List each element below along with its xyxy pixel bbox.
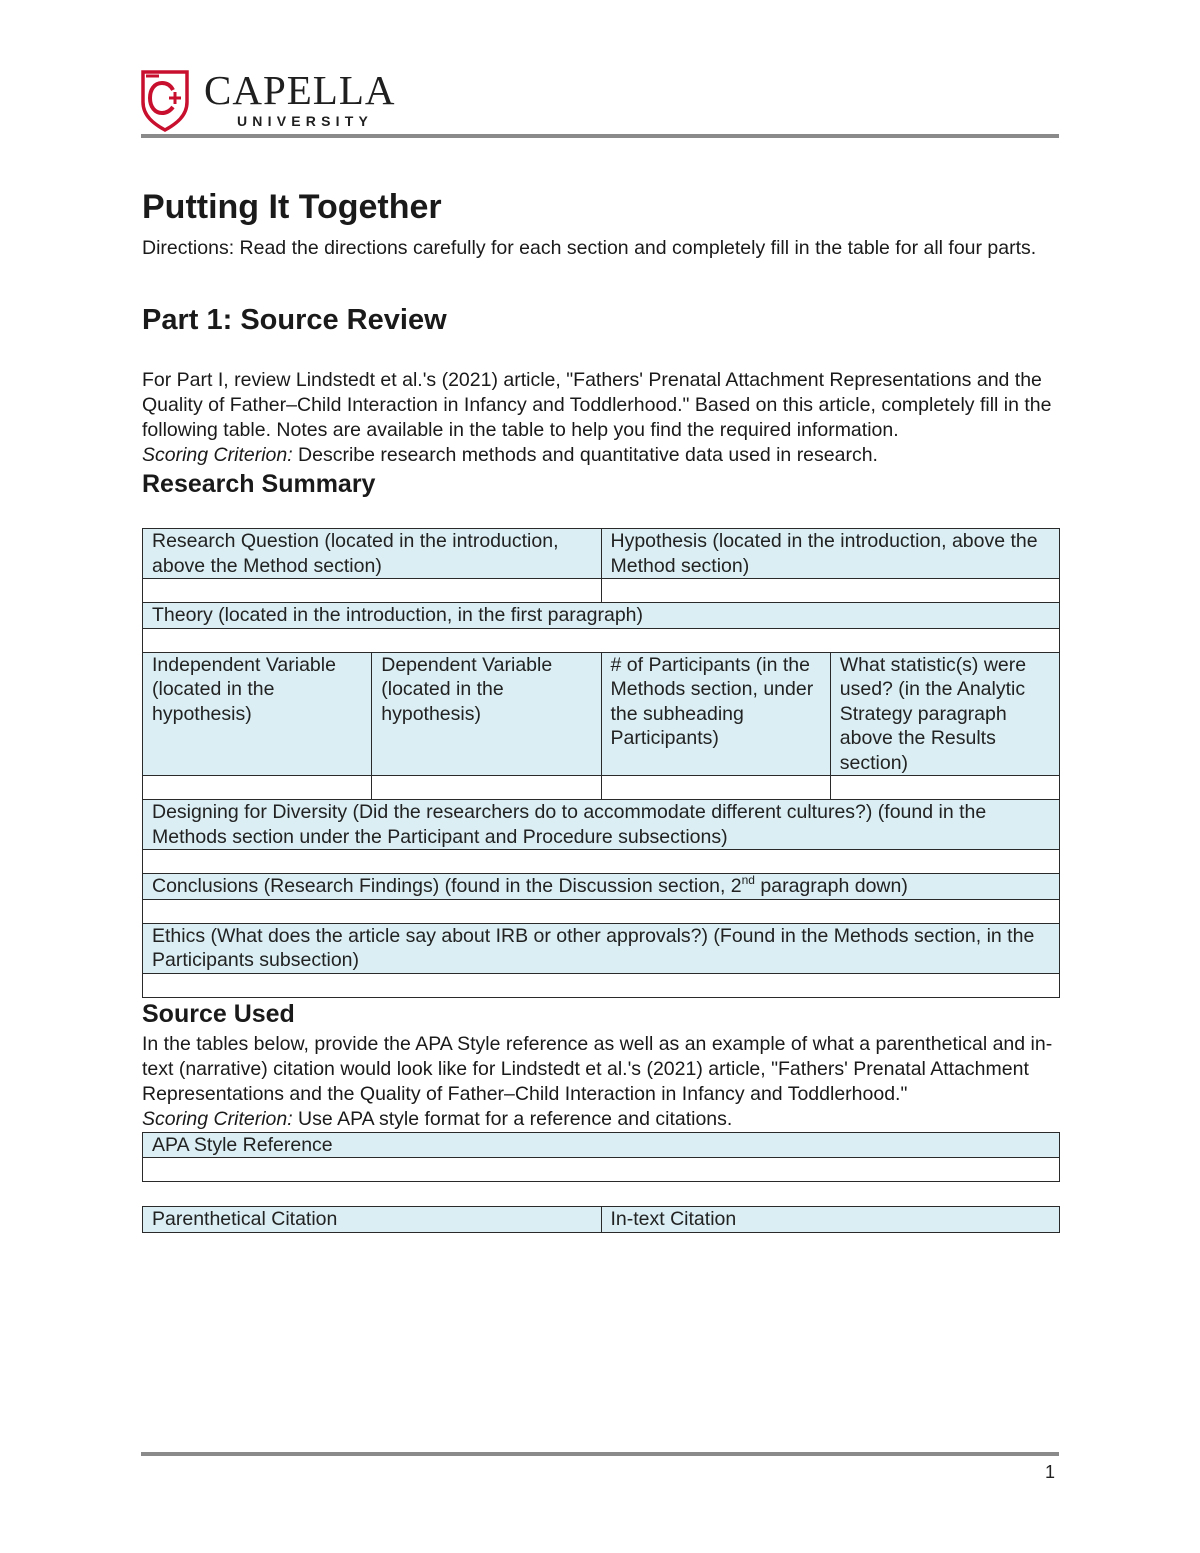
theory-field[interactable] (143, 628, 1060, 652)
conclusions-superscript: nd (741, 873, 755, 887)
table-row (143, 529, 1060, 579)
research-summary-heading: Research Summary (142, 470, 376, 498)
page-title: Putting It Together (142, 188, 442, 226)
table-row (143, 603, 1060, 629)
table-row (143, 652, 1060, 776)
table-row (143, 899, 1060, 923)
ethics-header: Ethics (What does the article say about IRB or other approvals?) (Found in the Methods section, in the Participants subsection) (143, 923, 1060, 973)
participants-field[interactable] (601, 776, 830, 800)
table-row (143, 800, 1060, 850)
research-summary-table (142, 528, 1060, 998)
participants-header: # of Participants (in the Methods section, under the subheading Participants) (601, 652, 830, 776)
statistics-field[interactable] (830, 776, 1059, 800)
conclusions-header (143, 874, 1060, 900)
table-row (143, 1158, 1060, 1182)
hypothesis-header: Hypothesis (located in the introduction, above the Method section) (601, 529, 1060, 579)
brand-name: CAPELLA (204, 67, 396, 113)
document-body (142, 185, 1060, 1233)
source-intro-text: In the tables below, provide the APA Style reference as well as an example of what a parenthetical and in-text (narrative) citation would look like for Lindstedt et al.'s (2021) article, "Fathers' Prenatal Attachment Representations and the Quality of Father–Child Interaction in Infancy and Toddlerhood." (142, 1032, 1053, 1105)
conclusions-label-end: paragraph down) (754, 875, 908, 897)
research-question-field[interactable] (143, 579, 602, 603)
part1-intro (142, 368, 1060, 468)
ethics-field[interactable] (143, 973, 1060, 997)
part1-criterion-label: Scoring Criterion: (142, 444, 293, 466)
diversity-field[interactable] (143, 850, 1060, 874)
statistics-header: What statistic(s) were used? (in the Analytic Strategy paragraph above the Results section) (830, 652, 1059, 776)
independent-variable-header: Independent Variable (located in the hypothesis) (143, 652, 372, 776)
parenthetical-citation-header: Parenthetical Citation (143, 1207, 602, 1233)
apa-reference-field[interactable] (143, 1158, 1060, 1182)
table-row (143, 776, 1060, 800)
conclusions-field[interactable] (143, 899, 1060, 923)
research-question-header: Research Question (located in the introduction, above the Method section) (143, 529, 602, 579)
source-used-intro (142, 1032, 1060, 1132)
table-row (143, 1132, 1060, 1158)
table-row (143, 1207, 1060, 1233)
part1-criterion-text: Describe research methods and quantitative data used in research. (292, 444, 878, 466)
apa-reference-table (142, 1132, 1060, 1183)
shield-logo-icon (140, 68, 190, 132)
table-row (143, 923, 1060, 973)
apa-reference-header: APA Style Reference (143, 1132, 1060, 1158)
dependent-variable-header: Dependent Variable (located in the hypothesis) (372, 652, 601, 776)
table-row (143, 973, 1060, 997)
directions-text: Directions: Read the directions carefully for each section and completely fill in the table for all four parts. (142, 237, 1037, 259)
footer-divider (141, 1452, 1059, 1456)
table-row (143, 874, 1060, 900)
in-text-citation-header: In-text Citation (601, 1207, 1060, 1233)
conclusions-label: Conclusions (Research Findings) (found in the Discussion section, 2 (152, 875, 742, 897)
source-used-heading: Source Used (142, 999, 295, 1028)
brand-subtitle: UNIVERSITY (237, 113, 374, 129)
header-divider (141, 134, 1059, 138)
part1-heading: Part 1: Source Review (142, 304, 447, 336)
source-criterion-text: Use APA style format for a reference and citations. (292, 1107, 733, 1130)
independent-variable-field[interactable] (143, 776, 372, 800)
dependent-variable-field[interactable] (372, 776, 601, 800)
hypothesis-field[interactable] (601, 579, 1060, 603)
table-row (143, 628, 1060, 652)
diversity-header: Designing for Diversity (Did the researchers do to accommodate different cultures?) (found in the Methods section under the Participant and Procedure subsections) (143, 800, 1060, 850)
page-number: 1 (1045, 1462, 1056, 1482)
part1-intro-text: For Part I, review Lindstedt et al.'s (2021) article, "Fathers' Prenatal Attachment Representations and the Quality of Father–Child Interaction in Infancy and Toddlerhood." Based on this article, completely fill in the following table. Notes are available in the table to help you find the required information. (142, 369, 1052, 441)
citation-table (142, 1206, 1060, 1233)
table-row (143, 579, 1060, 603)
table-row (143, 850, 1060, 874)
theory-header: Theory (located in the introduction, in the first paragraph) (143, 603, 1060, 629)
source-criterion-label: Scoring Criterion: (142, 1107, 293, 1130)
